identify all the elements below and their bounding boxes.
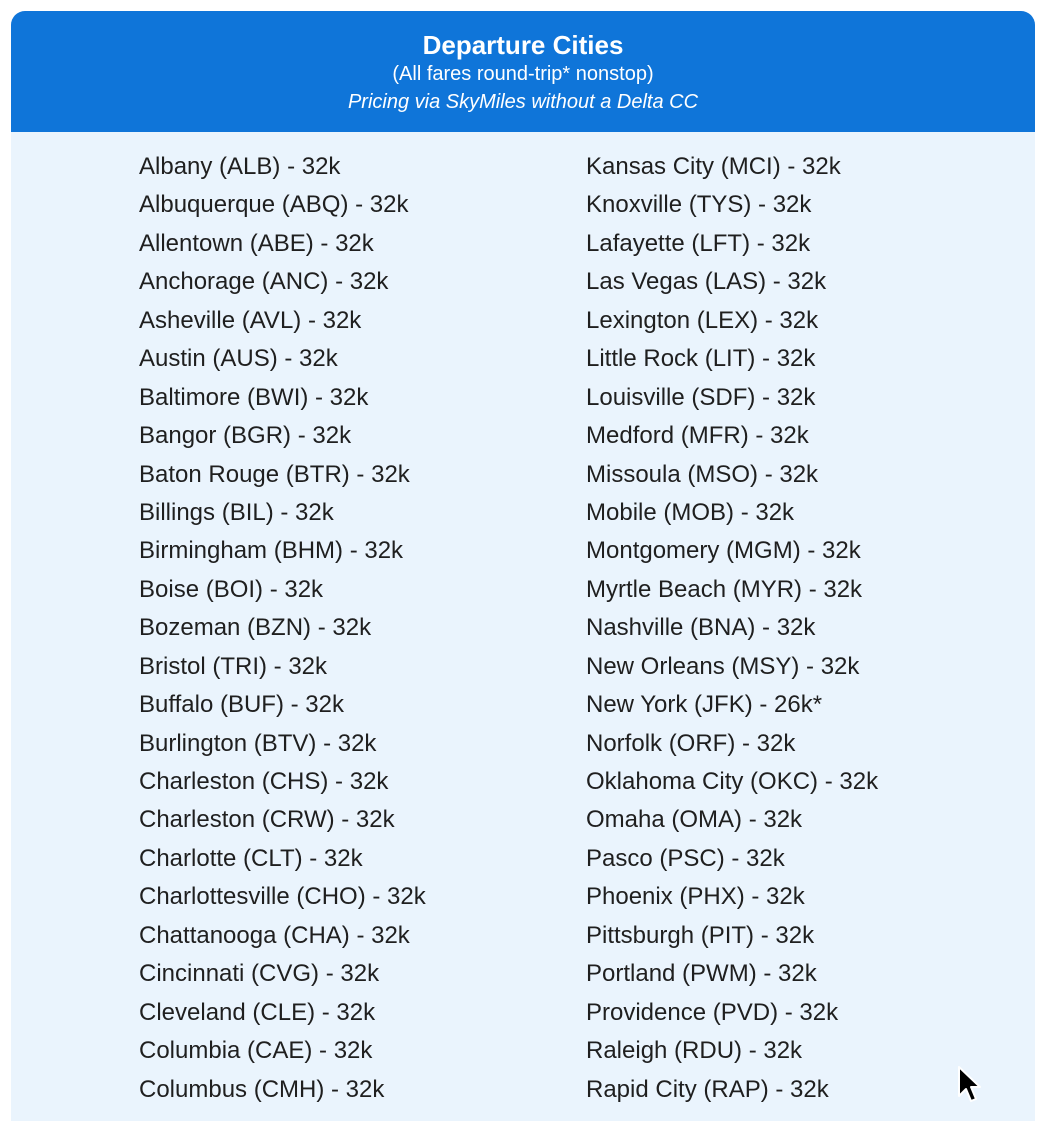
- city-item: Allentown (ABE) - 32k: [139, 229, 374, 257]
- city-item: Pittsburgh (PIT) - 32k: [586, 921, 815, 949]
- city-item: Anchorage (ANC) - 32k: [139, 268, 389, 296]
- city-item: Bangor (BGR) - 32k: [139, 422, 352, 450]
- city-item: New York (JFK) - 26k*: [586, 691, 823, 719]
- city-item: Burlington (BTV) - 32k: [139, 729, 377, 757]
- city-item: New Orleans (MSY) - 32k: [586, 652, 860, 680]
- city-item: Pasco (PSC) - 32k: [586, 844, 785, 872]
- city-item: Nashville (BNA) - 32k: [586, 614, 816, 642]
- city-item: Las Vegas (LAS) - 32k: [586, 268, 827, 296]
- city-item: Providence (PVD) - 32k: [586, 998, 839, 1026]
- city-item: Baton Rouge (BTR) - 32k: [139, 460, 410, 488]
- city-item: Bristol (TRI) - 32k: [139, 652, 328, 680]
- card-header: [11, 11, 1035, 132]
- city-item: Charlotte (CLT) - 32k: [139, 844, 363, 872]
- city-item: Boise (BOI) - 32k: [139, 575, 324, 603]
- mouse-pointer-icon: [957, 1066, 981, 1106]
- city-item: Portland (PWM) - 32k: [586, 960, 817, 988]
- city-item: Lexington (LEX) - 32k: [586, 306, 819, 334]
- pricing-note: Pricing via SkyMiles without a Delta CC: [347, 91, 699, 113]
- city-item: Cincinnati (CVG) - 32k: [139, 960, 380, 988]
- city-item: Little Rock (LIT) - 32k: [586, 345, 816, 373]
- city-item: Charlottesville (CHO) - 32k: [139, 883, 426, 911]
- city-item: Raleigh (RDU) - 32k: [586, 1037, 803, 1065]
- city-item: Cleveland (CLE) - 32k: [139, 998, 376, 1026]
- city-item: Phoenix (PHX) - 32k: [586, 883, 805, 911]
- city-item: Baltimore (BWI) - 32k: [139, 383, 369, 411]
- city-item: Albany (ALB) - 32k: [139, 153, 341, 180]
- city-item: Montgomery (MGM) - 32k: [586, 537, 861, 565]
- city-item: Charleston (CHS) - 32k: [139, 768, 389, 795]
- city-item: Lafayette (LFT) - 32k: [586, 229, 811, 257]
- city-item: Omaha (OMA) - 32k: [586, 806, 803, 834]
- city-item: Medford (MFR) - 32k: [586, 422, 809, 450]
- city-item: Norfolk (ORF) - 32k: [586, 729, 796, 757]
- card-subtitle: (All fares round-trip* nonstop): [392, 63, 654, 85]
- city-item: Columbia (CAE) - 32k: [139, 1037, 373, 1065]
- city-item: Oklahoma City (OKC) - 32k: [586, 768, 879, 795]
- city-item: Austin (AUS) - 32k: [139, 345, 338, 373]
- card-title: Departure Cities: [422, 30, 624, 60]
- city-column-right: [586, 148, 878, 1109]
- city-item: Kansas City (MCI) - 32k: [586, 153, 841, 180]
- departure-cities-card: [11, 11, 1035, 1121]
- city-item: Mobile (MOB) - 32k: [586, 498, 795, 526]
- city-item: Albuquerque (ABQ) - 32k: [139, 191, 409, 219]
- city-item: Buffalo (BUF) - 32k: [139, 691, 344, 719]
- city-item: Billings (BIL) - 32k: [139, 498, 334, 526]
- city-item: Birmingham (BHM) - 32k: [139, 537, 404, 565]
- city-item: Columbus (CMH) - 32k: [139, 1075, 385, 1103]
- city-item: Bozeman (BZN) - 32k: [139, 614, 372, 642]
- city-item: Charleston (CRW) - 32k: [139, 806, 395, 834]
- city-item: Knoxville (TYS) - 32k: [586, 191, 812, 219]
- city-column-left: [139, 148, 426, 1109]
- city-item: Rapid City (RAP) - 32k: [586, 1075, 829, 1103]
- city-item: Louisville (SDF) - 32k: [586, 383, 816, 411]
- city-item: Chattanooga (CHA) - 32k: [139, 921, 410, 949]
- city-item: Asheville (AVL) - 32k: [139, 306, 362, 334]
- city-item: Missoula (MSO) - 32k: [586, 460, 819, 488]
- city-item: Myrtle Beach (MYR) - 32k: [586, 575, 863, 603]
